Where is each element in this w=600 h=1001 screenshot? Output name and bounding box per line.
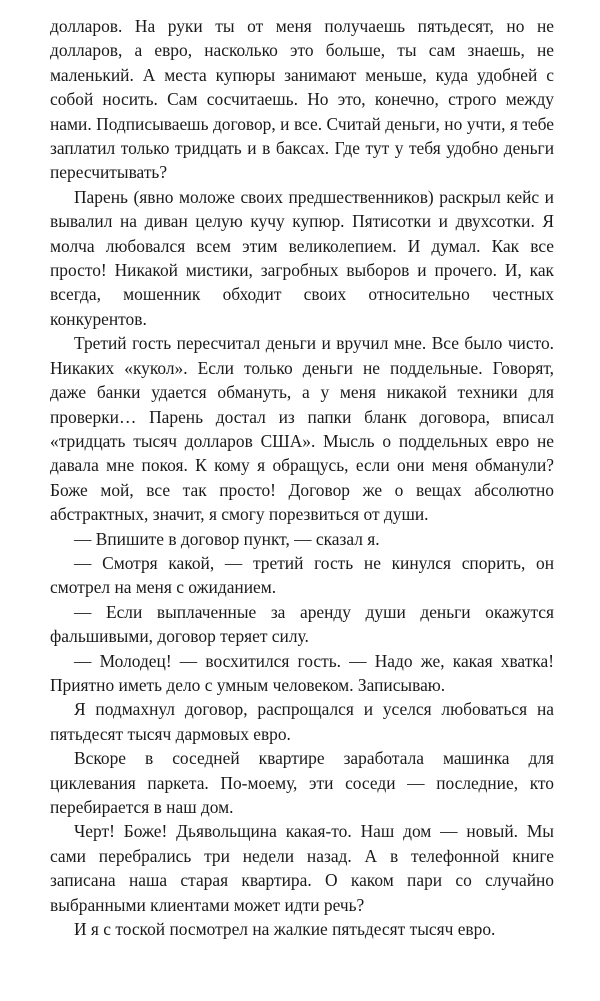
paragraph-1: долларов. На руки ты от меня получаешь пятьдесят, но не долларов, а евро, насколько это больше, ты сам знаешь, не маленький. А места купюры занимают меньше, куда удобней с собой носить. Сам сосчитаешь. Но это, конечно, строго между нами. Подписываешь договор, и все. Считай деньги, но учти, я тебе заплатил только тридцать и в баксах. Где тут у тебя удобно деньги пересчитывать? bbox=[50, 16, 554, 183]
paragraph-5: — Смотря какой, — третий гость не кинулся спорить, он смотрел на меня с ожиданием. bbox=[50, 552, 554, 598]
paragraph-6: — Если выплаченные за аренду души деньги окажутся фальшивыми, договор теряет силу. bbox=[50, 601, 554, 647]
paragraph-8: Я подмахнул договор, распрощался и уселся любоваться на пятьдесят тысяч дармовых евро. bbox=[50, 699, 554, 744]
paragraph-3: Третий гость пересчитал деньги и вручил мне. Все было чисто. Никаких «кукол». Если только деньги не поддельные. Говорят, даже банки удается обмануть, а у меня никакой техники для проверки… Парень достал из папки бланк договора, вписал «тридцать тысяч долларов США». Мысль о поддельных евро не давала мне покоя. К кому я обращусь, если они меня обманули? Боже мой, все так просто! Договор же о вещах абсолютно абстрактных, значит, я смогу порезвиться от души. bbox=[50, 333, 554, 525]
paragraph-7: — Молодец! — восхитился гость. — Надо же, какая хватка! Приятно иметь дело с умным человеком. Записываю. bbox=[50, 650, 554, 695]
paragraph-10: Черт! Боже! Дьявольщина какая-то. Наш дом — новый. Мы сами перебрались три недели назад. А в телефонной книге записана наша старая квартира. О каком пари со случайно выбранными клиентами может идти речь? bbox=[50, 821, 554, 915]
book-page bbox=[50, 14, 554, 941]
paragraph-4: — Впишите в договор пункт, — сказал я. bbox=[74, 528, 380, 549]
paragraph-11: И я с тоской посмотрел на жалкие пятьдесят тысяч евро. bbox=[74, 919, 496, 940]
paragraph-9: Вскоре в соседней квартире заработала машинка для циклевания паркета. По-моему, эти соседи — последние, кто перебирается в наш дом. bbox=[50, 748, 554, 817]
paragraph-2: Парень (явно моложе своих предшественников) раскрыл кейс и вывалил на диван целую кучу купюр. Пятисотки и двухсотки. Я молча любовался всем этим великолепием. И думал. Как все просто! Никакой мистики, загробных выборов и прочего. И, как всегда, мошенник обходит своих относительно честных конкурентов. bbox=[50, 186, 554, 329]
